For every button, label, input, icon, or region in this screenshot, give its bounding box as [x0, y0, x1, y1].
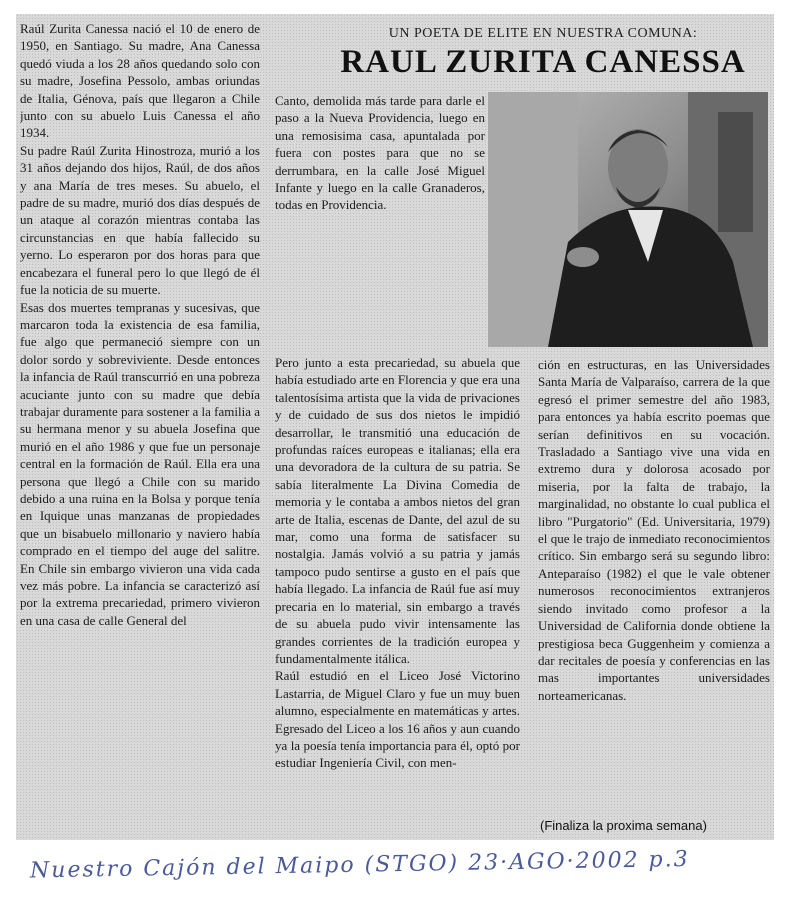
paragraph: Pero junto a esta precariedad, su abuela que había estudiado arte en Florencia y que era una talentosísima artista que la vida de privaciones y de cuidado de sus dos nietos le impidió desarrollar, le transmitió una educación de profundas raíces europeas e italianas; ella era una devoradora de la cultura de su patria. Se sabía literalmente La Divina Comedia de memoria y le contaba a ambos nietos del gran arte de Italia, escenas de Dante, del azul de su mar, como una forma de satisfacer su nostalgia. Jamás volvió a su patria y jamás tampoco pudo sentirse a gusto en el país que había llegado. La infancia de Raúl fue así muy precaria en lo material, sin embargo a través de su abuela pudo vivir intensamente las grandes corrientes de la tradición europea y fundamentalmente itálica. [275, 355, 520, 666]
paragraph: Esas dos muertes tempranas y sucesivas, que marcaron toda la existencia de esa familia, fue algo que permaneció siempre con un dolor sordo y sobreviviente. Desde entonces la infancia de Raúl transcurrió en una pobreza acuciante junto con su madre que debía trabajar duramente para sostener a la familia a su hermana menor y su abuela Josefina que murió en el año 1986 y que fue un personaje central en la formación de Raúl. Ella era una persona que llegó a Chile con su marido debido a una ruina en la Bolsa y porque tenía en Iquique unas manzanas de propiedades que un bisabuelo millonario y naviero había comprado en el tiempo del auge del salitre. En Chile sin embargo vivieron una vida cada vez más pobre. La infancia se caracterizó así por la extrema precariedad, primero vivieron en una casa de calle General del [20, 299, 260, 628]
paragraph: Canto, demolida más tarde para darle el paso a la Nueva Providencia, luego en una remosisima casa, apuntalada por fuera con postes para que no se derrumbara, en la calle José Miguel Infante y luego en la calle Granaderos, todas en Providencia. [275, 93, 485, 213]
continuation-note: (Finaliza la proxima semana) [540, 818, 707, 833]
article-column-3 [538, 356, 770, 816]
paragraph: Raúl estudió en el Liceo José Victorino Lastarria, de Miguel Claro y fue un muy buen alumno, especialmente en matemáticas y artes. Egresado del Liceo a los 16 años y aun cuando ya la poesía tenía importancia para él, optó por estudiar Ingeniería Civil, con men- [275, 668, 520, 771]
article-column-1 [20, 20, 260, 835]
article-headline: RAUL ZURITA CANESSA [340, 44, 746, 80]
paragraph: Raúl Zurita Canessa nació el 10 de enero de 1950, en Santiago. Su madre, Ana Canessa quedó viuda a los 28 años quedando solo con su madre, Josefina Pessolo, ambas oriundas de Italia, Génova, país que llegaron a Chile junto con su abuelo Luis Canessa el año 1934. [20, 21, 260, 141]
handwritten-source-note: Nuestro Cajón del Maipo (STGO) 23·AGO·2002 p.3 [29, 846, 690, 884]
article-kicker: UN POETA DE ELITE EN NUESTRA COMUNA: [388, 26, 698, 41]
article-column-2 [275, 354, 520, 834]
paragraph: ción en estructuras, en las Universidades Santa María de Valparaíso, carrera de la que egresó el primer semestre del año 1983, para entonces ya había escrito poemas que serían definitivos en su vocación. Trasladado a Santiago vive una vida en extremo dura y dolorosa acosado por miseria, por la falta de trabajo, la marginalidad, no obstante lo cual publica el libro "Purgatorio" (Ed. Universitaria, 1979) el que le trajo de inmediato reconocimientos crítico. Sin embargo será su segundo libro: Anteparaíso (1982) el que le vale obtener numerosos reconocimientos extranjeros siendo invitado como profesor a la Universidad de California donde obtiene la prestigiosa beca Guggenheim y comienza a dar recitales de poesía y conferencias en las mas importantes universidades norteamericanas. [538, 357, 770, 703]
portrait-photo-image [488, 92, 768, 347]
article-column-2-top [275, 92, 485, 352]
paragraph: Su padre Raúl Zurita Hinostroza, murió a los 31 años dejando dos hijos, Raúl, de dos años y ana María de tres meses. Su abuelo, el padre de su madre, murió dos días después de un ataque al corazón mientras contaba las circunstancias en que había fallecido su yerno. Lo esperaron por dos horas para que encabezara el funeral pero lo que llegó de él fue la noticia de su muerte. [20, 142, 260, 298]
portrait-photo [488, 92, 768, 347]
